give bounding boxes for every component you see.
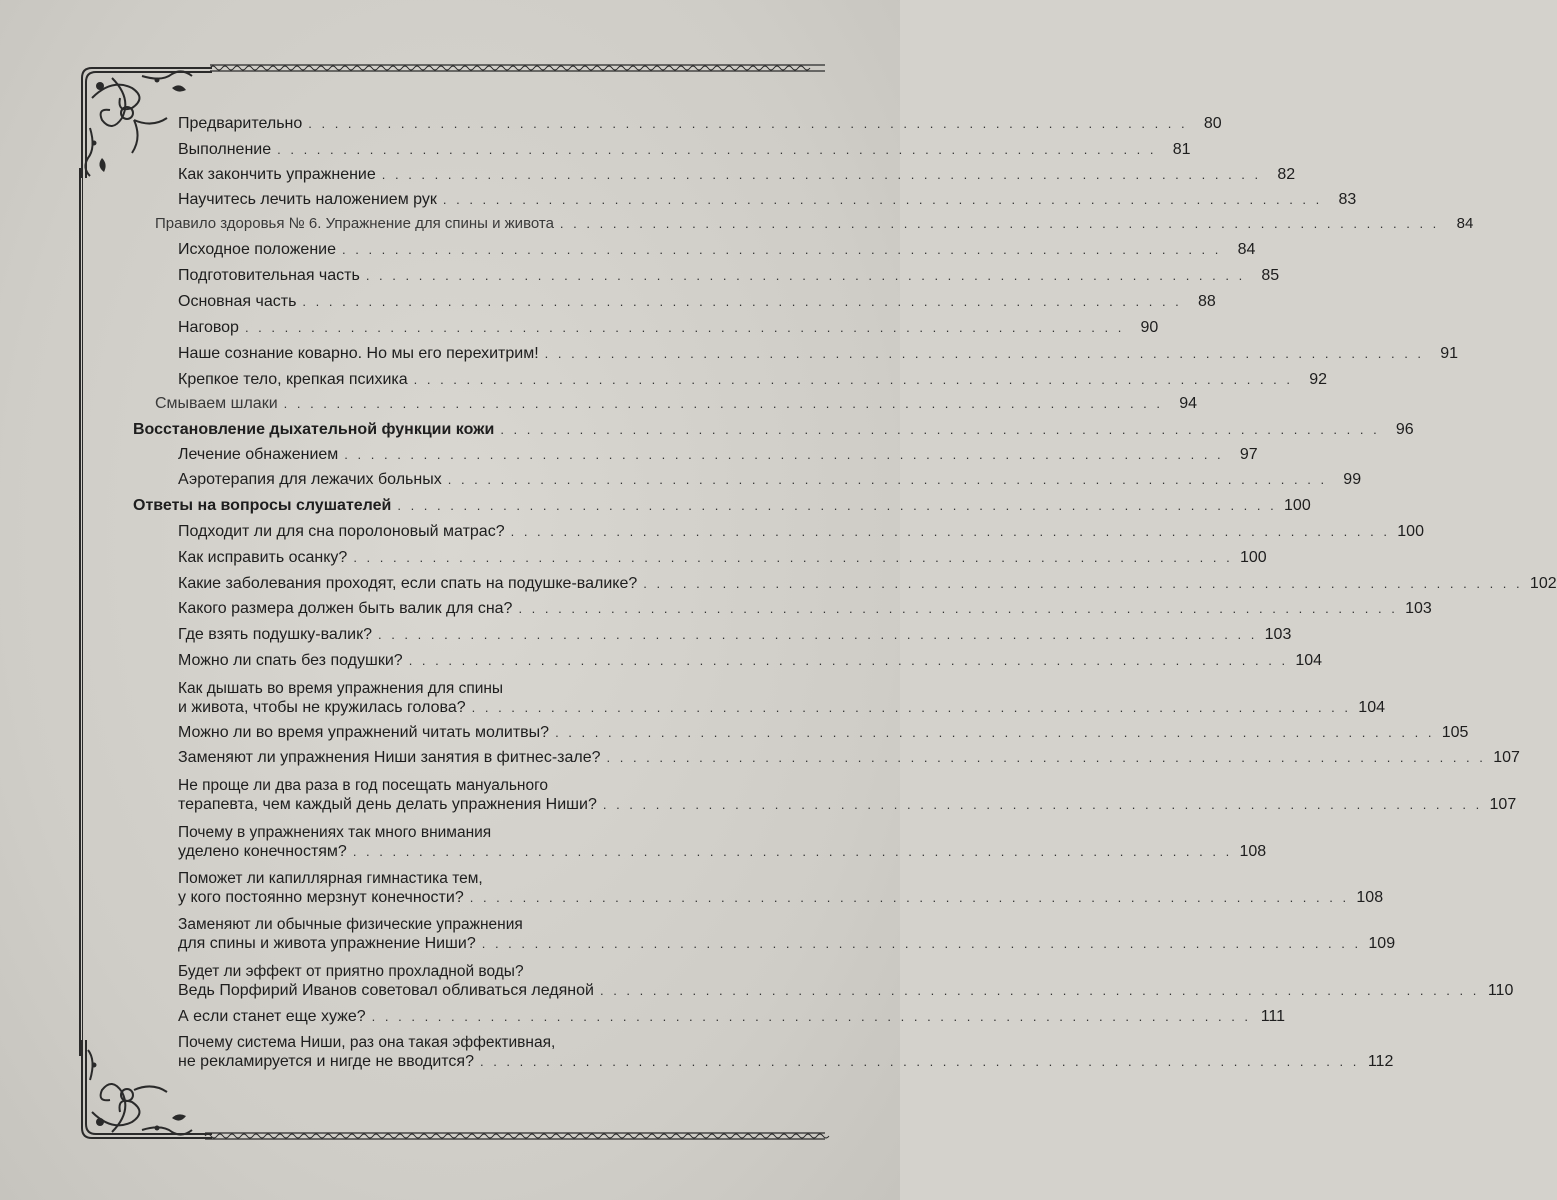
- toc-leader-dots: . . . . . . . . . . . . . . . . . . . . . . . . . . . . . . . . . . . . . . . . . . . . . . . . . . . . . . . . . . . . . . . . . . .: [510, 524, 1390, 539]
- toc-leader-dots: . . . . . . . . . . . . . . . . . . . . . . . . . . . . . . . . . . . . . . . . . . . . . . . . . . . . . . . . . . . . . . . . . . .: [481, 936, 1362, 951]
- toc-entry-page: 100: [1240, 549, 1267, 566]
- toc-entry: [178, 371, 1328, 389]
- toc-entry-title: Крепкое тело, крепкая психика: [178, 371, 408, 388]
- toc-entry-page: 108: [1239, 843, 1267, 860]
- toc-entry: [178, 115, 1222, 133]
- toc-entry-page: 94: [1179, 395, 1197, 412]
- toc-leader-dots: . . . . . . . . . . . . . . . . . . . . . . . . . . . . . . . . . . . . . . . . . . . . . . . . . . . . . . . . . . . . . . . . . . .: [518, 601, 1398, 616]
- toc-entry-page: 110: [1487, 982, 1514, 999]
- toc-entry-title: Ведь Порфирий Иванов советовал обливаться ледяной: [178, 982, 594, 999]
- toc-entry-page: 105: [1441, 724, 1469, 741]
- toc-entry-page: 100: [1284, 497, 1311, 514]
- toc-entry: [178, 843, 1267, 861]
- toc-entry-title-line1: Заменяют ли обычные физические упражнения: [178, 916, 523, 933]
- toc-entry: [178, 267, 1280, 285]
- toc-entry-title: Можно ли спать без подушки?: [178, 652, 403, 669]
- toc-entry: [178, 626, 1292, 644]
- toc-leader-dots: . . . . . . . . . . . . . . . . . . . . . . . . . . . . . . . . . . . . . . . . . . . . . . . . . . . . . . . . . . . . . . . . . . .: [371, 1009, 1252, 1024]
- toc-leader-dots: . . . . . . . . . . . . . . . . . . . . . . . . . . . . . . . . . . . . . . . . . . . . . . . . . . . . . . . . . . . . . . . . . . .: [500, 422, 1380, 437]
- toc-leader-dots: . . . . . . . . . . . . . . . . . . . . . . . . . . . . . . . . . . . . . . . . . . . . . . . . . . . . . . . . . . . . . . . . . . .: [413, 372, 1294, 387]
- toc-chapter-entry: [133, 497, 1311, 515]
- toc-leader-dots: . . . . . . . . . . . . . . . . . . . . . . . . . . . . . . . . . . . . . . . . . . . . . . . . . . . . . . . . . . . . . . . . . . .: [353, 550, 1233, 565]
- toc-entry-title-line1: Будет ли эффект от приятно прохладной воды?: [178, 963, 524, 980]
- toc-entry-title: Ответы на вопросы слушателей: [133, 497, 392, 514]
- toc-entry-page: 84: [1237, 241, 1256, 258]
- toc-entry-page: 81: [1172, 141, 1191, 158]
- toc-entry-title: Где взять подушку-валик?: [178, 626, 372, 643]
- toc-leader-dots: . . . . . . . . . . . . . . . . . . . . . . . . . . . . . . . . . . . . . . . . . . . . . . . . . . . . . . . . . . . . . . . . . . .: [602, 797, 1483, 812]
- toc-entry-title: Как закончить упражнение: [178, 166, 376, 183]
- toc-entry-title: Выполнение: [178, 141, 272, 158]
- toc-entry: [178, 749, 1520, 767]
- toc-entry-page: 91: [1440, 345, 1459, 362]
- toc-leader-dots: . . . . . . . . . . . . . . . . . . . . . . . . . . . . . . . . . . . . . . . . . . . . . . . . . . . . . . . . . . . . . . . . . . .: [342, 242, 1222, 257]
- toc-leader-dots: . . . . . . . . . . . . . . . . . . . . . . . . . . . . . . . . . . . . . . . . . . . . . . . . . . . . . . . . . . . . . . . . . . .: [471, 700, 1351, 715]
- toc-entry-title: Правило здоровья № 6. Упражнение для спины и живота: [155, 215, 554, 232]
- toc-entry: [178, 724, 1469, 742]
- toc-leader-dots: . . . . . . . . . . . . . . . . . . . . . . . . . . . . . . . . . . . . . . . . . . . . . . . . . . . . . . . . . . . . . . . . . . .: [555, 725, 1435, 740]
- toc-leader-dots: . . . . . . . . . . . . . . . . . . . . . . . . . . . . . . . . . . . . . . . . . . . . . . . . . . . . . . . . . . . . . . . . . . .: [479, 1054, 1360, 1069]
- toc-entry-title: и живота, чтобы не кружилась голова?: [178, 699, 466, 716]
- toc-entry-title: не рекламируется и нигде не вводится?: [178, 1053, 474, 1070]
- toc-entry-title: уделено конечностям?: [178, 843, 347, 860]
- toc-entry-page: 107: [1493, 749, 1520, 766]
- toc-entry-title: Какого размера должен быть валик для сна?: [178, 600, 513, 617]
- toc-entry-title-line1: Почему в упражнениях так много внимания: [178, 824, 492, 841]
- toc-entry-page: 80: [1203, 115, 1222, 132]
- toc-entry-page: 88: [1198, 293, 1216, 310]
- toc-leader-dots: . . . . . . . . . . . . . . . . . . . . . . . . . . . . . . . . . . . . . . . . . . . . . . . . . . . . . . . . . . . . . . . . . . .: [606, 750, 1486, 765]
- toc-entry-title-line1: Почему система Ниши, раз она такая эффективная,: [178, 1034, 556, 1051]
- toc-entry-page: 104: [1295, 652, 1323, 669]
- toc-leader-dots: . . . . . . . . . . . . . . . . . . . . . . . . . . . . . . . . . . . . . . . . . . . . . . . . . . . . . . . . . . . . . . . . . . .: [377, 627, 1258, 642]
- toc-entry: [178, 191, 1357, 209]
- toc-entry-title-line1: Поможет ли капиллярная гимнастика тем,: [178, 870, 483, 887]
- toc-entry-page: 102: [1529, 575, 1557, 592]
- toc-entry: [178, 523, 1424, 541]
- toc-entry-page: 103: [1405, 600, 1432, 617]
- toc-entry-page: 108: [1356, 889, 1384, 906]
- toc-entry: [178, 471, 1362, 489]
- toc-leader-dots: . . . . . . . . . . . . . . . . . . . . . . . . . . . . . . . . . . . . . . . . . . . . . . . . . . . . . . . . . . . . . . . . . . .: [442, 192, 1323, 207]
- toc-entry: [178, 1053, 1394, 1071]
- toc-entry-title: Наговор: [178, 319, 239, 336]
- toc-entry: [178, 241, 1256, 259]
- toc-entry-title: Восстановление дыхательной функции кожи: [133, 421, 495, 438]
- toc-entry-title: Можно ли во время упражнений читать молитвы?: [178, 724, 550, 741]
- toc-entry-page: 83: [1338, 191, 1357, 208]
- toc-entry-page: 100: [1397, 523, 1424, 540]
- toc-entry: [178, 166, 1296, 184]
- toc-entry-page: 104: [1358, 699, 1385, 716]
- toc-leader-dots: . . . . . . . . . . . . . . . . . . . . . . . . . . . . . . . . . . . . . . . . . . . . . . . . . . . . . . . . . . . . . . . . . . .: [643, 576, 1523, 591]
- toc-entry: [178, 935, 1396, 953]
- toc-entry-title: Аэротерапия для лежачих больных: [178, 471, 442, 488]
- toc-leader-dots: . . . . . . . . . . . . . . . . . . . . . . . . . . . . . . . . . . . . . . . . . . . . . . . . . . . . . . . . . . . . . . . . . . .: [599, 983, 1480, 998]
- toc-entry-page: 103: [1264, 626, 1292, 643]
- toc-entry-page: 92: [1309, 371, 1328, 388]
- toc-entry-page: 99: [1343, 471, 1362, 488]
- toc-entry-title: терапевта, чем каждый день делать упражнения Ниши?: [178, 796, 597, 813]
- toc-entry: [155, 215, 1474, 232]
- toc-entry: [155, 395, 1197, 413]
- toc-entry: [178, 1008, 1286, 1026]
- toc-entry: [178, 600, 1432, 618]
- toc-entry-page: 109: [1368, 935, 1396, 952]
- toc-entry-title: Смываем шлаки: [155, 395, 278, 412]
- toc-leader-dots: . . . . . . . . . . . . . . . . . . . . . . . . . . . . . . . . . . . . . . . . . . . . . . . . . . . . . . . . . . . . . . . . . . .: [447, 472, 1328, 487]
- toc-leader-dots: . . . . . . . . . . . . . . . . . . . . . . . . . . . . . . . . . . . . . . . . . . . . . . . . . . . . . . . . . . . . . . . . . . .: [344, 447, 1224, 462]
- toc-leader-dots: . . . . . . . . . . . . . . . . . . . . . . . . . . . . . . . . . . . . . . . . . . . . . . . . . . . . . . . . . . . . . . . . . . .: [365, 268, 1246, 283]
- toc-leader-dots: . . . . . . . . . . . . . . . . . . . . . . . . . . . . . . . . . . . . . . . . . . . . . . . . . . . . . . . . . . . . . . . . . . .: [544, 346, 1425, 361]
- toc-entry-page: 82: [1277, 166, 1296, 183]
- toc-entry-title: Основная часть: [178, 293, 297, 310]
- toc-entry-title: Исходное положение: [178, 241, 336, 258]
- toc-leader-dots: . . . . . . . . . . . . . . . . . . . . . . . . . . . . . . . . . . . . . . . . . . . . . . . . . . . . . . . . . . . . . . . . . . .: [559, 216, 1440, 231]
- toc-entry-page: 85: [1261, 267, 1280, 284]
- toc-entry: [178, 345, 1459, 363]
- toc-entry: [178, 575, 1557, 593]
- toc-entry: [178, 293, 1216, 311]
- toc-chapter-entry: [133, 421, 1414, 439]
- toc-entry-title: Научитесь лечить наложением рук: [178, 191, 437, 208]
- toc-entry: [178, 982, 1514, 1000]
- toc-leader-dots: . . . . . . . . . . . . . . . . . . . . . . . . . . . . . . . . . . . . . . . . . . . . . . . . . . . . . . . . . . . . . . . . . . .: [381, 167, 1262, 182]
- toc-leader-dots: . . . . . . . . . . . . . . . . . . . . . . . . . . . . . . . . . . . . . . . . . . . . . . . . . . . . . . . . . . . . . . . . . . .: [352, 844, 1233, 859]
- toc-entry: [178, 652, 1323, 670]
- toc-entry-title: Предварительно: [178, 115, 303, 132]
- toc-entry-title: А если станет еще хуже?: [178, 1008, 366, 1025]
- toc-entry-title: Подходит ли для сна поролоновый матрас?: [178, 523, 505, 540]
- toc-leader-dots: . . . . . . . . . . . . . . . . . . . . . . . . . . . . . . . . . . . . . . . . . . . . . . . . . . . . . . . . . . . . . . . . . . .: [308, 116, 1188, 131]
- toc-entry-page: 111: [1260, 1008, 1286, 1025]
- toc-entry-title: у кого постоянно мерзнут конечности?: [178, 889, 464, 906]
- toc-entry: [178, 699, 1385, 717]
- toc-entry-page: 97: [1239, 446, 1258, 463]
- toc-entry: [178, 549, 1267, 567]
- toc-entry: [178, 141, 1191, 159]
- toc-entry-title: Подготовительная часть: [178, 267, 360, 284]
- toc-entry: [178, 446, 1258, 464]
- toc-entry-page: 107: [1489, 796, 1517, 813]
- toc-leader-dots: . . . . . . . . . . . . . . . . . . . . . . . . . . . . . . . . . . . . . . . . . . . . . . . . . . . . . . . . . . . . . . . . . . .: [283, 396, 1163, 411]
- toc-leader-dots: . . . . . . . . . . . . . . . . . . . . . . . . . . . . . . . . . . . . . . . . . . . . . . . . . . . . . . . . . . . . . . . . . . .: [469, 890, 1350, 905]
- toc-entry: [178, 889, 1384, 907]
- toc-leader-dots: . . . . . . . . . . . . . . . . . . . . . . . . . . . . . . . . . . . . . . . . . . . . . . . . . . . . . . . . . . . . . . . . . . .: [397, 498, 1277, 513]
- toc-entry-page: 84: [1456, 215, 1474, 232]
- toc-entry-title-line1: Как дышать во время упражнения для спины: [178, 680, 504, 697]
- toc-entry-page: 96: [1395, 421, 1414, 438]
- toc-entry-title: Какие заболевания проходят, если спать на подушке-валике?: [178, 575, 638, 592]
- toc-leader-dots: . . . . . . . . . . . . . . . . . . . . . . . . . . . . . . . . . . . . . . . . . . . . . . . . . . . . . . . . . . . . . . . . . . .: [408, 653, 1289, 668]
- toc-entry-title-line1: Не проще ли два раза в год посещать мануального: [178, 777, 549, 794]
- toc-leader-dots: . . . . . . . . . . . . . . . . . . . . . . . . . . . . . . . . . . . . . . . . . . . . . . . . . . . . . . . . . . . . . . . . . . .: [277, 142, 1157, 157]
- toc-entry-page: 112: [1367, 1053, 1394, 1070]
- toc-entry: [178, 319, 1159, 337]
- toc-entry-title: Заменяют ли упражнения Ниши занятия в фитнес-зале?: [178, 749, 601, 766]
- toc-leader-dots: . . . . . . . . . . . . . . . . . . . . . . . . . . . . . . . . . . . . . . . . . . . . . . . . . . . . . . . . . . . . . . . . . . .: [302, 294, 1182, 309]
- toc-entry-title: Наше сознание коварно. Но мы его перехитрим!: [178, 345, 539, 362]
- toc-entry: [178, 796, 1517, 814]
- toc-entry-page: 90: [1140, 319, 1159, 336]
- toc-entry-title: для спины и живота упражнение Ниши?: [178, 935, 476, 952]
- toc-leader-dots: . . . . . . . . . . . . . . . . . . . . . . . . . . . . . . . . . . . . . . . . . . . . . . . . . . . . . . . . . . . . . . . . . . .: [244, 320, 1125, 335]
- toc-entry-title: Лечение обнажением: [178, 446, 339, 463]
- toc-entry-title: Как исправить осанку?: [178, 549, 348, 566]
